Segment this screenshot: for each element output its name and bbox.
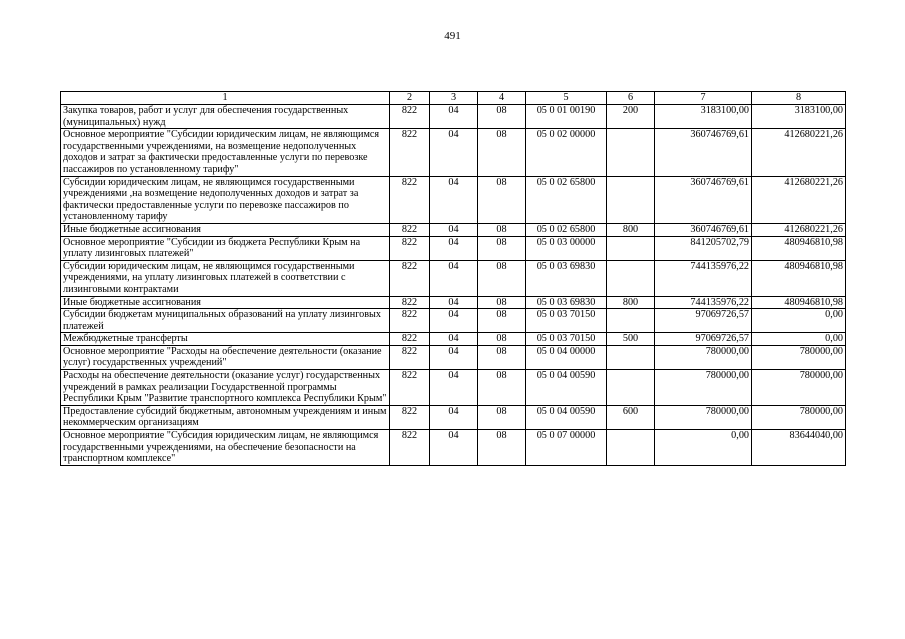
row-code-target: 05 0 04 00590 [526,405,607,429]
table-row [61,129,846,176]
row-code-target: 05 0 03 70150 [526,333,607,346]
row-amount-col7: 3183100,00 [655,105,752,129]
row-amount-col7: 360746769,61 [655,129,752,176]
row-code-admin: 822 [390,430,430,466]
row-code-subsection: 08 [478,105,526,129]
row-code-subsection: 08 [478,223,526,236]
row-code-expense-type: 200 [607,105,655,129]
row-code-expense-type [607,176,655,223]
row-name: Основное мероприятие "Субсидии юридическим лицам, не являющимся государственными учреждениями, на возмещение недополученных доходов и затрат за фактически предоставленные услуги по перевозке пассажиров по установленному тарифу" [61,129,390,176]
row-code-subsection: 08 [478,236,526,260]
row-name: Основное мероприятие "Субсидия юридическим лицам, не являющимся государственными учреждениями, на обеспечение безопасности на транспортном комплексе" [61,430,390,466]
row-amount-col8: 780000,00 [752,345,846,369]
row-amount-col7: 780000,00 [655,345,752,369]
row-amount-col8: 412680221,26 [752,176,846,223]
row-code-admin: 822 [390,129,430,176]
row-code-expense-type [607,236,655,260]
row-code-target: 05 0 03 00000 [526,236,607,260]
row-code-section: 04 [430,236,478,260]
header-row [61,92,846,105]
row-code-admin: 822 [390,405,430,429]
page-number: 491 [444,30,461,42]
row-code-expense-type [607,260,655,296]
row-code-target: 05 0 01 00190 [526,105,607,129]
row-code-target: 05 0 02 00000 [526,129,607,176]
table-row [61,430,846,466]
row-name: Основное мероприятие "Расходы на обеспечение деятельности (оказание услуг) государственных учреждений" [61,345,390,369]
row-code-admin: 822 [390,370,430,406]
row-code-subsection: 08 [478,309,526,333]
row-code-expense-type [607,129,655,176]
row-amount-col8: 480946810,98 [752,236,846,260]
row-amount-col7: 841205702,79 [655,236,752,260]
row-code-admin: 822 [390,260,430,296]
column-header: 3 [430,92,478,105]
row-code-section: 04 [430,370,478,406]
column-header: 8 [752,92,846,105]
row-amount-col8: 780000,00 [752,370,846,406]
row-code-admin: 822 [390,236,430,260]
budget-table [60,91,846,466]
row-code-admin: 822 [390,223,430,236]
row-amount-col7: 97069726,57 [655,333,752,346]
row-name: Субсидии бюджетам муниципальных образований на уплату лизинговых платежей [61,309,390,333]
row-amount-col7: 360746769,61 [655,223,752,236]
row-code-target: 05 0 02 65800 [526,223,607,236]
row-code-subsection: 08 [478,296,526,309]
row-amount-col8: 480946810,98 [752,296,846,309]
column-header: 6 [607,92,655,105]
table-row [61,223,846,236]
row-code-target: 05 0 04 00000 [526,345,607,369]
row-code-section: 04 [430,105,478,129]
row-amount-col8: 0,00 [752,309,846,333]
row-name: Закупка товаров, работ и услуг для обеспечения государственных (муниципальных) нужд [61,105,390,129]
table-row [61,176,846,223]
row-code-subsection: 08 [478,345,526,369]
row-name: Предоставление субсидий бюджетным, автономным учреждениям и иным некоммерческим организациям [61,405,390,429]
row-code-subsection: 08 [478,370,526,406]
row-code-expense-type [607,345,655,369]
row-name: Межбюджетные трансферты [61,333,390,346]
row-name: Иные бюджетные ассигнования [61,223,390,236]
row-amount-col7: 97069726,57 [655,309,752,333]
row-code-subsection: 08 [478,260,526,296]
row-amount-col8: 780000,00 [752,405,846,429]
column-header: 2 [390,92,430,105]
row-code-expense-type: 800 [607,296,655,309]
row-amount-col8: 83644040,00 [752,430,846,466]
row-code-expense-type [607,370,655,406]
row-amount-col7: 360746769,61 [655,176,752,223]
column-header: 4 [478,92,526,105]
row-code-subsection: 08 [478,430,526,466]
table-row [61,333,846,346]
table-row [61,309,846,333]
row-name: Субсидии юридическим лицам, не являющимся государственными учреждениями ,на возмещение недополученных доходов и затрат за фактически предоставленные услуги по перевозке пассажиров по установленному тарифу [61,176,390,223]
row-name: Иные бюджетные ассигнования [61,296,390,309]
table-row [61,345,846,369]
column-header: 1 [61,92,390,105]
table-row [61,236,846,260]
row-amount-col7: 744135976,22 [655,296,752,309]
row-amount-col7: 780000,00 [655,405,752,429]
row-amount-col7: 780000,00 [655,370,752,406]
row-code-target: 05 0 03 69830 [526,260,607,296]
row-code-section: 04 [430,333,478,346]
row-code-subsection: 08 [478,333,526,346]
row-code-target: 05 0 07 00000 [526,430,607,466]
row-code-admin: 822 [390,296,430,309]
table-row [61,296,846,309]
row-code-section: 04 [430,129,478,176]
row-amount-col7: 0,00 [655,430,752,466]
row-amount-col8: 412680221,26 [752,223,846,236]
row-name: Субсидии юридическим лицам, не являющимся государственными учреждениями, на уплату лизинговых платежей в соответствии с лизинговыми контрактами [61,260,390,296]
row-code-target: 05 0 03 69830 [526,296,607,309]
row-code-subsection: 08 [478,176,526,223]
row-code-target: 05 0 03 70150 [526,309,607,333]
column-header: 7 [655,92,752,105]
row-name: Расходы на обеспечение деятельности (оказание услуг) государственных учреждений в рамках реализации Государственной программы Республики Крым "Развитие транспортного комплекса Республики Крым" [61,370,390,406]
row-code-admin: 822 [390,345,430,369]
row-code-section: 04 [430,345,478,369]
row-code-section: 04 [430,260,478,296]
row-amount-col8: 480946810,98 [752,260,846,296]
row-amount-col8: 0,00 [752,333,846,346]
row-code-section: 04 [430,176,478,223]
row-code-target: 05 0 02 65800 [526,176,607,223]
row-code-section: 04 [430,296,478,309]
row-code-section: 04 [430,430,478,466]
row-code-admin: 822 [390,333,430,346]
row-code-section: 04 [430,309,478,333]
row-code-section: 04 [430,223,478,236]
row-name: Основное мероприятие "Субсидии из бюджета Республики Крым на уплату лизинговых платежей" [61,236,390,260]
row-amount-col7: 744135976,22 [655,260,752,296]
row-code-admin: 822 [390,309,430,333]
table-row [61,105,846,129]
row-code-admin: 822 [390,176,430,223]
row-code-expense-type: 800 [607,223,655,236]
table-row [61,260,846,296]
row-code-section: 04 [430,405,478,429]
table-row [61,405,846,429]
row-code-expense-type [607,309,655,333]
row-code-expense-type: 600 [607,405,655,429]
row-code-expense-type [607,430,655,466]
column-header: 5 [526,92,607,105]
row-code-expense-type: 500 [607,333,655,346]
row-amount-col8: 3183100,00 [752,105,846,129]
row-amount-col8: 412680221,26 [752,129,846,176]
row-code-admin: 822 [390,105,430,129]
row-code-target: 05 0 04 00590 [526,370,607,406]
row-code-subsection: 08 [478,405,526,429]
row-code-subsection: 08 [478,129,526,176]
table-row [61,370,846,406]
